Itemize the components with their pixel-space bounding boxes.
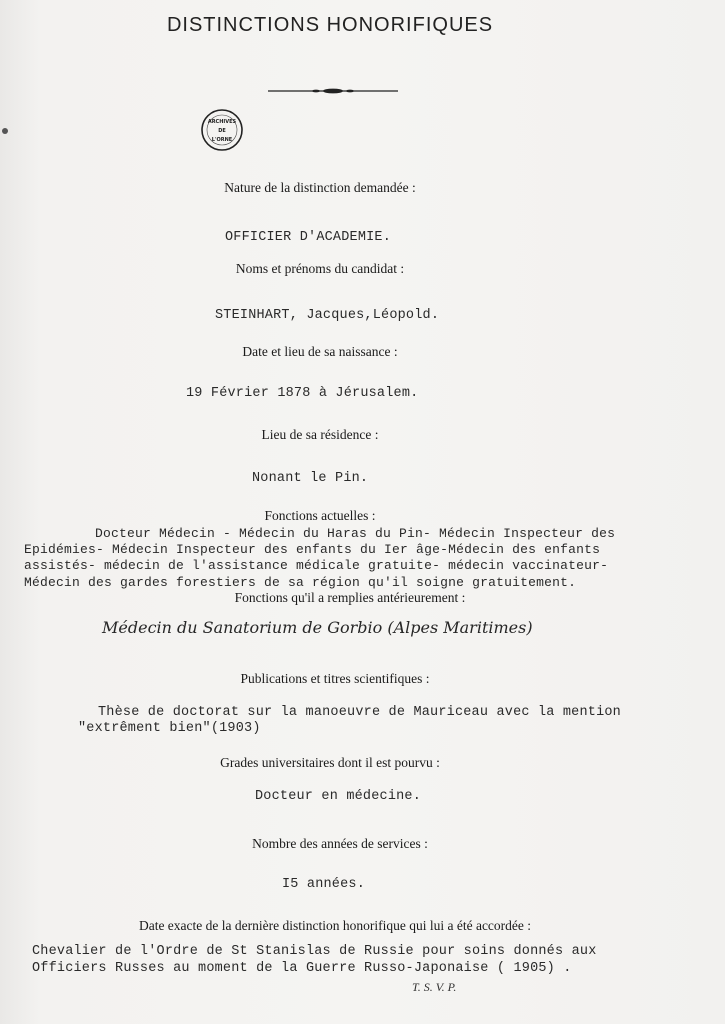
nature-label: Nature de la distinction demandée : (224, 180, 416, 195)
publications-label: Publications et titres scientifiques : (240, 671, 430, 686)
name-label: Noms et prénoms du candidat : (235, 261, 405, 276)
svg-text:ARCHIVES: ARCHIVES (207, 119, 237, 125)
document-title: DISTINCTIONS HONORIFIQUES (166, 14, 494, 36)
current-functions-label: Fonctions actuelles : (264, 508, 376, 523)
name-value: STEINHART, Jacques,Léopold. (215, 308, 440, 323)
previous-functions-label: Fonctions qu'il a remplies antérieurement : (234, 590, 466, 605)
current-functions-line-3: assistés- médecin de l'assistance médicale gratuite- médecin vaccinateur- (24, 558, 609, 573)
birth-value: 19 Février 1878 à Jérusalem. (186, 386, 419, 401)
last-distinction-label: Date exacte de la dernière distinction honorifique qui lui a été accordée : (138, 918, 532, 933)
ornamental-rule (268, 86, 398, 96)
svg-text:DE: DE (218, 128, 226, 134)
current-functions-line-2: Epidémies- Médecin Inspecteur des enfants du Ier âge-Médecin des enfants (24, 542, 601, 557)
degrees-value: Docteur en médecine. (255, 789, 422, 804)
tsvp-note: T. S. V. P. (412, 980, 457, 994)
publications-line-1: Thèse de doctorat sur la manoeuvre de Mauriceau avec la mention (98, 705, 621, 720)
residence-value: Nonant le Pin. (252, 471, 369, 486)
publications-line-2: "extrêment bien"(1903) (78, 721, 261, 736)
residence-label: Lieu de sa résidence : (261, 427, 379, 442)
last-distinction-line-2: Officiers Russes au moment de la Guerre Russo-Japonaise ( 1905) . (32, 961, 572, 976)
svg-text:L'ORNE: L'ORNE (211, 137, 233, 143)
current-functions-line-4: Médecin des gardes forestiers de sa région qu'il soigne gratuitement. (24, 575, 577, 590)
archives-stamp (200, 108, 244, 152)
years-label: Nombre des années de services : (252, 836, 428, 851)
years-value: I5 années. (282, 877, 366, 892)
previous-functions-handwritten: Médecin du Sanatorium de Gorbio (Alpes Maritimes) (102, 618, 533, 637)
degrees-label: Grades universitaires dont il est pourvu : (220, 755, 440, 770)
current-functions-line-1: Docteur Médecin - Médecin du Haras du Pin- Médecin Inspecteur des (95, 526, 616, 541)
last-distinction-line-1: Chevalier de l'Ordre de St Stanislas de Russie pour soins donnés aux (32, 944, 597, 959)
nature-value: OFFICIER D'ACADEMIE. (225, 230, 392, 245)
edge-mark (2, 128, 8, 134)
birth-label: Date et lieu de sa naissance : (242, 344, 398, 359)
